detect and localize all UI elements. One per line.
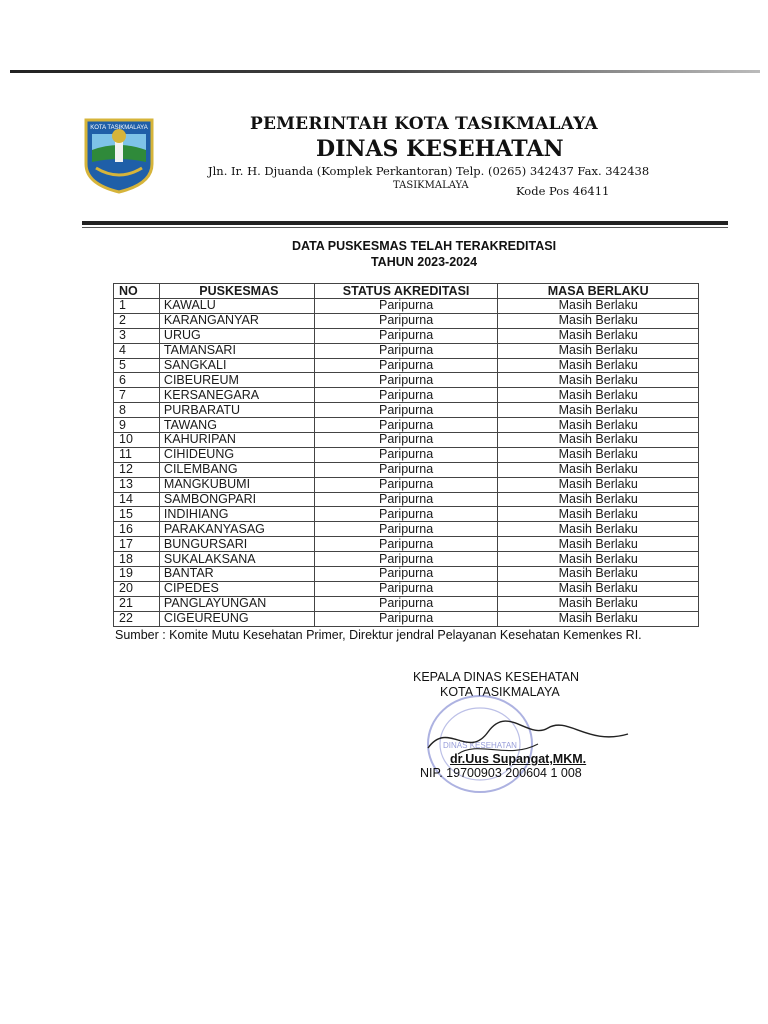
signatory-city: KOTA TASIKMALAYA bbox=[440, 685, 560, 699]
puskesmas-name: CIHIDEUNG bbox=[159, 447, 314, 462]
row-number: 3 bbox=[114, 328, 160, 343]
validity-period: Masih Berlaku bbox=[498, 567, 699, 582]
row-number: 19 bbox=[114, 567, 160, 582]
row-number: 4 bbox=[114, 343, 160, 358]
row-number: 16 bbox=[114, 522, 160, 537]
accreditation-status: Paripurna bbox=[314, 358, 498, 373]
header-validity: MASA BERLAKU bbox=[498, 284, 699, 299]
government-name: PEMERINTAH KOTA TASIKMALAYA bbox=[250, 114, 598, 134]
accreditation-status: Paripurna bbox=[314, 462, 498, 477]
postal-code: Kode Pos 46411 bbox=[516, 184, 610, 198]
puskesmas-name: CIGEUREUNG bbox=[159, 611, 314, 626]
validity-period: Masih Berlaku bbox=[498, 507, 699, 522]
puskesmas-name: CILEMBANG bbox=[159, 462, 314, 477]
document-title: DATA PUSKESMAS TELAH TERAKREDITASI bbox=[291, 239, 557, 253]
source-note: Sumber : Komite Mutu Kesehatan Primer, Direktur jendral Pelayanan Kesehatan Kemenkes RI. bbox=[115, 628, 642, 642]
puskesmas-name: CIPEDES bbox=[159, 581, 314, 596]
row-number: 14 bbox=[114, 492, 160, 507]
table-row bbox=[114, 567, 699, 582]
puskesmas-name: SAMBONGPARI bbox=[159, 492, 314, 507]
validity-period: Masih Berlaku bbox=[498, 403, 699, 418]
validity-period: Masih Berlaku bbox=[498, 581, 699, 596]
row-number: 9 bbox=[114, 418, 160, 433]
accreditation-status: Paripurna bbox=[314, 507, 498, 522]
table-header-row bbox=[114, 284, 699, 299]
validity-period: Masih Berlaku bbox=[498, 358, 699, 373]
validity-period: Masih Berlaku bbox=[498, 328, 699, 343]
agency-name: DINAS KESEHATAN bbox=[316, 136, 564, 162]
accreditation-status: Paripurna bbox=[314, 522, 498, 537]
signatory-nip: NIP. 19700903 200604 1 008 bbox=[420, 766, 582, 780]
table-row bbox=[114, 299, 699, 314]
validity-period: Masih Berlaku bbox=[498, 522, 699, 537]
accreditation-status: Paripurna bbox=[314, 492, 498, 507]
stamp-text: DINAS KESEHATAN bbox=[443, 741, 517, 750]
table-row bbox=[114, 313, 699, 328]
puskesmas-name: MANGKUBUMI bbox=[159, 477, 314, 492]
puskesmas-name: KERSANEGARA bbox=[159, 388, 314, 403]
row-number: 17 bbox=[114, 537, 160, 552]
accreditation-status: Paripurna bbox=[314, 596, 498, 611]
validity-period: Masih Berlaku bbox=[498, 492, 699, 507]
puskesmas-name: PARAKANYASAG bbox=[159, 522, 314, 537]
validity-period: Masih Berlaku bbox=[498, 611, 699, 626]
puskesmas-name: INDIHIANG bbox=[159, 507, 314, 522]
puskesmas-name: SANGKALI bbox=[159, 358, 314, 373]
table-row bbox=[114, 537, 699, 552]
puskesmas-name: TAMANSARI bbox=[159, 343, 314, 358]
row-number: 11 bbox=[114, 447, 160, 462]
accreditation-status: Paripurna bbox=[314, 447, 498, 462]
row-number: 6 bbox=[114, 373, 160, 388]
row-number: 20 bbox=[114, 581, 160, 596]
accreditation-status: Paripurna bbox=[314, 343, 498, 358]
letterhead-rule-thin bbox=[82, 227, 728, 228]
puskesmas-name: URUG bbox=[159, 328, 314, 343]
accreditation-status: Paripurna bbox=[314, 567, 498, 582]
document-period: TAHUN 2023-2024 bbox=[370, 255, 478, 269]
puskesmas-name: TAWANG bbox=[159, 418, 314, 433]
validity-period: Masih Berlaku bbox=[498, 418, 699, 433]
row-number: 13 bbox=[114, 477, 160, 492]
validity-period: Masih Berlaku bbox=[498, 299, 699, 314]
row-number: 1 bbox=[114, 299, 160, 314]
puskesmas-name: PANGLAYUNGAN bbox=[159, 596, 314, 611]
table-row bbox=[114, 477, 699, 492]
accreditation-status: Paripurna bbox=[314, 477, 498, 492]
signatory-title: KEPALA DINAS KESEHATAN bbox=[413, 670, 580, 684]
puskesmas-name: BUNGURSARI bbox=[159, 537, 314, 552]
puskesmas-name: BANTAR bbox=[159, 567, 314, 582]
table-row bbox=[114, 433, 699, 448]
signatory-name: dr.Uus Supangat,MKM. bbox=[450, 752, 587, 766]
validity-period: Masih Berlaku bbox=[498, 596, 699, 611]
puskesmas-name: KARANGANYAR bbox=[159, 313, 314, 328]
row-number: 5 bbox=[114, 358, 160, 373]
accreditation-status: Paripurna bbox=[314, 328, 498, 343]
puskesmas-name: KAWALU bbox=[159, 299, 314, 314]
validity-period: Masih Berlaku bbox=[498, 537, 699, 552]
validity-period: Masih Berlaku bbox=[498, 447, 699, 462]
validity-period: Masih Berlaku bbox=[498, 343, 699, 358]
puskesmas-name: KAHURIPAN bbox=[159, 433, 314, 448]
table-row bbox=[114, 343, 699, 358]
puskesmas-name: SUKALAKSANA bbox=[159, 552, 314, 567]
agency-city: TASIKMALAYA bbox=[393, 180, 469, 191]
puskesmas-name: CIBEUREUM bbox=[159, 373, 314, 388]
table-row bbox=[114, 492, 699, 507]
header-status: STATUS AKREDITASI bbox=[314, 284, 498, 299]
validity-period: Masih Berlaku bbox=[498, 552, 699, 567]
validity-period: Masih Berlaku bbox=[498, 462, 699, 477]
table-row bbox=[114, 462, 699, 477]
table-row bbox=[114, 358, 699, 373]
agency-address: Jln. Ir. H. Djuanda (Komplek Perkantoran) Telp. (0265) 342437 Fax. 342438 bbox=[208, 164, 650, 178]
logo-text: KOTA TASIKMALAYA bbox=[90, 125, 148, 131]
row-number: 12 bbox=[114, 462, 160, 477]
accreditation-status: Paripurna bbox=[314, 403, 498, 418]
scan-edge-shadow bbox=[10, 70, 760, 73]
table-row bbox=[114, 388, 699, 403]
row-number: 21 bbox=[114, 596, 160, 611]
accreditation-status: Paripurna bbox=[314, 581, 498, 596]
table-row bbox=[114, 507, 699, 522]
accreditation-status: Paripurna bbox=[314, 313, 498, 328]
puskesmas-name: PURBARATU bbox=[159, 403, 314, 418]
validity-period: Masih Berlaku bbox=[498, 313, 699, 328]
table-row bbox=[114, 522, 699, 537]
accreditation-status: Paripurna bbox=[314, 537, 498, 552]
accreditation-status: Paripurna bbox=[314, 388, 498, 403]
validity-period: Masih Berlaku bbox=[498, 477, 699, 492]
row-number: 2 bbox=[114, 313, 160, 328]
header-puskesmas: PUSKESMAS bbox=[159, 284, 314, 299]
accreditation-status: Paripurna bbox=[314, 552, 498, 567]
row-number: 10 bbox=[114, 433, 160, 448]
table-row bbox=[114, 328, 699, 343]
validity-period: Masih Berlaku bbox=[498, 433, 699, 448]
row-number: 15 bbox=[114, 507, 160, 522]
validity-period: Masih Berlaku bbox=[498, 373, 699, 388]
accreditation-status: Paripurna bbox=[314, 433, 498, 448]
validity-period: Masih Berlaku bbox=[498, 388, 699, 403]
table-row bbox=[114, 581, 699, 596]
table-row bbox=[114, 596, 699, 611]
table-row bbox=[114, 403, 699, 418]
row-number: 18 bbox=[114, 552, 160, 567]
row-number: 22 bbox=[114, 611, 160, 626]
city-emblem-logo bbox=[82, 116, 156, 194]
accreditation-status: Paripurna bbox=[314, 299, 498, 314]
accreditation-table bbox=[113, 283, 699, 627]
table-row bbox=[114, 552, 699, 567]
letterhead-rule-thick bbox=[82, 221, 728, 225]
row-number: 8 bbox=[114, 403, 160, 418]
table-row bbox=[114, 611, 699, 626]
accreditation-status: Paripurna bbox=[314, 418, 498, 433]
table-row bbox=[114, 447, 699, 462]
table-row bbox=[114, 373, 699, 388]
accreditation-status: Paripurna bbox=[314, 611, 498, 626]
row-number: 7 bbox=[114, 388, 160, 403]
header-no: NO bbox=[114, 284, 160, 299]
table-row bbox=[114, 418, 699, 433]
accreditation-status: Paripurna bbox=[314, 373, 498, 388]
